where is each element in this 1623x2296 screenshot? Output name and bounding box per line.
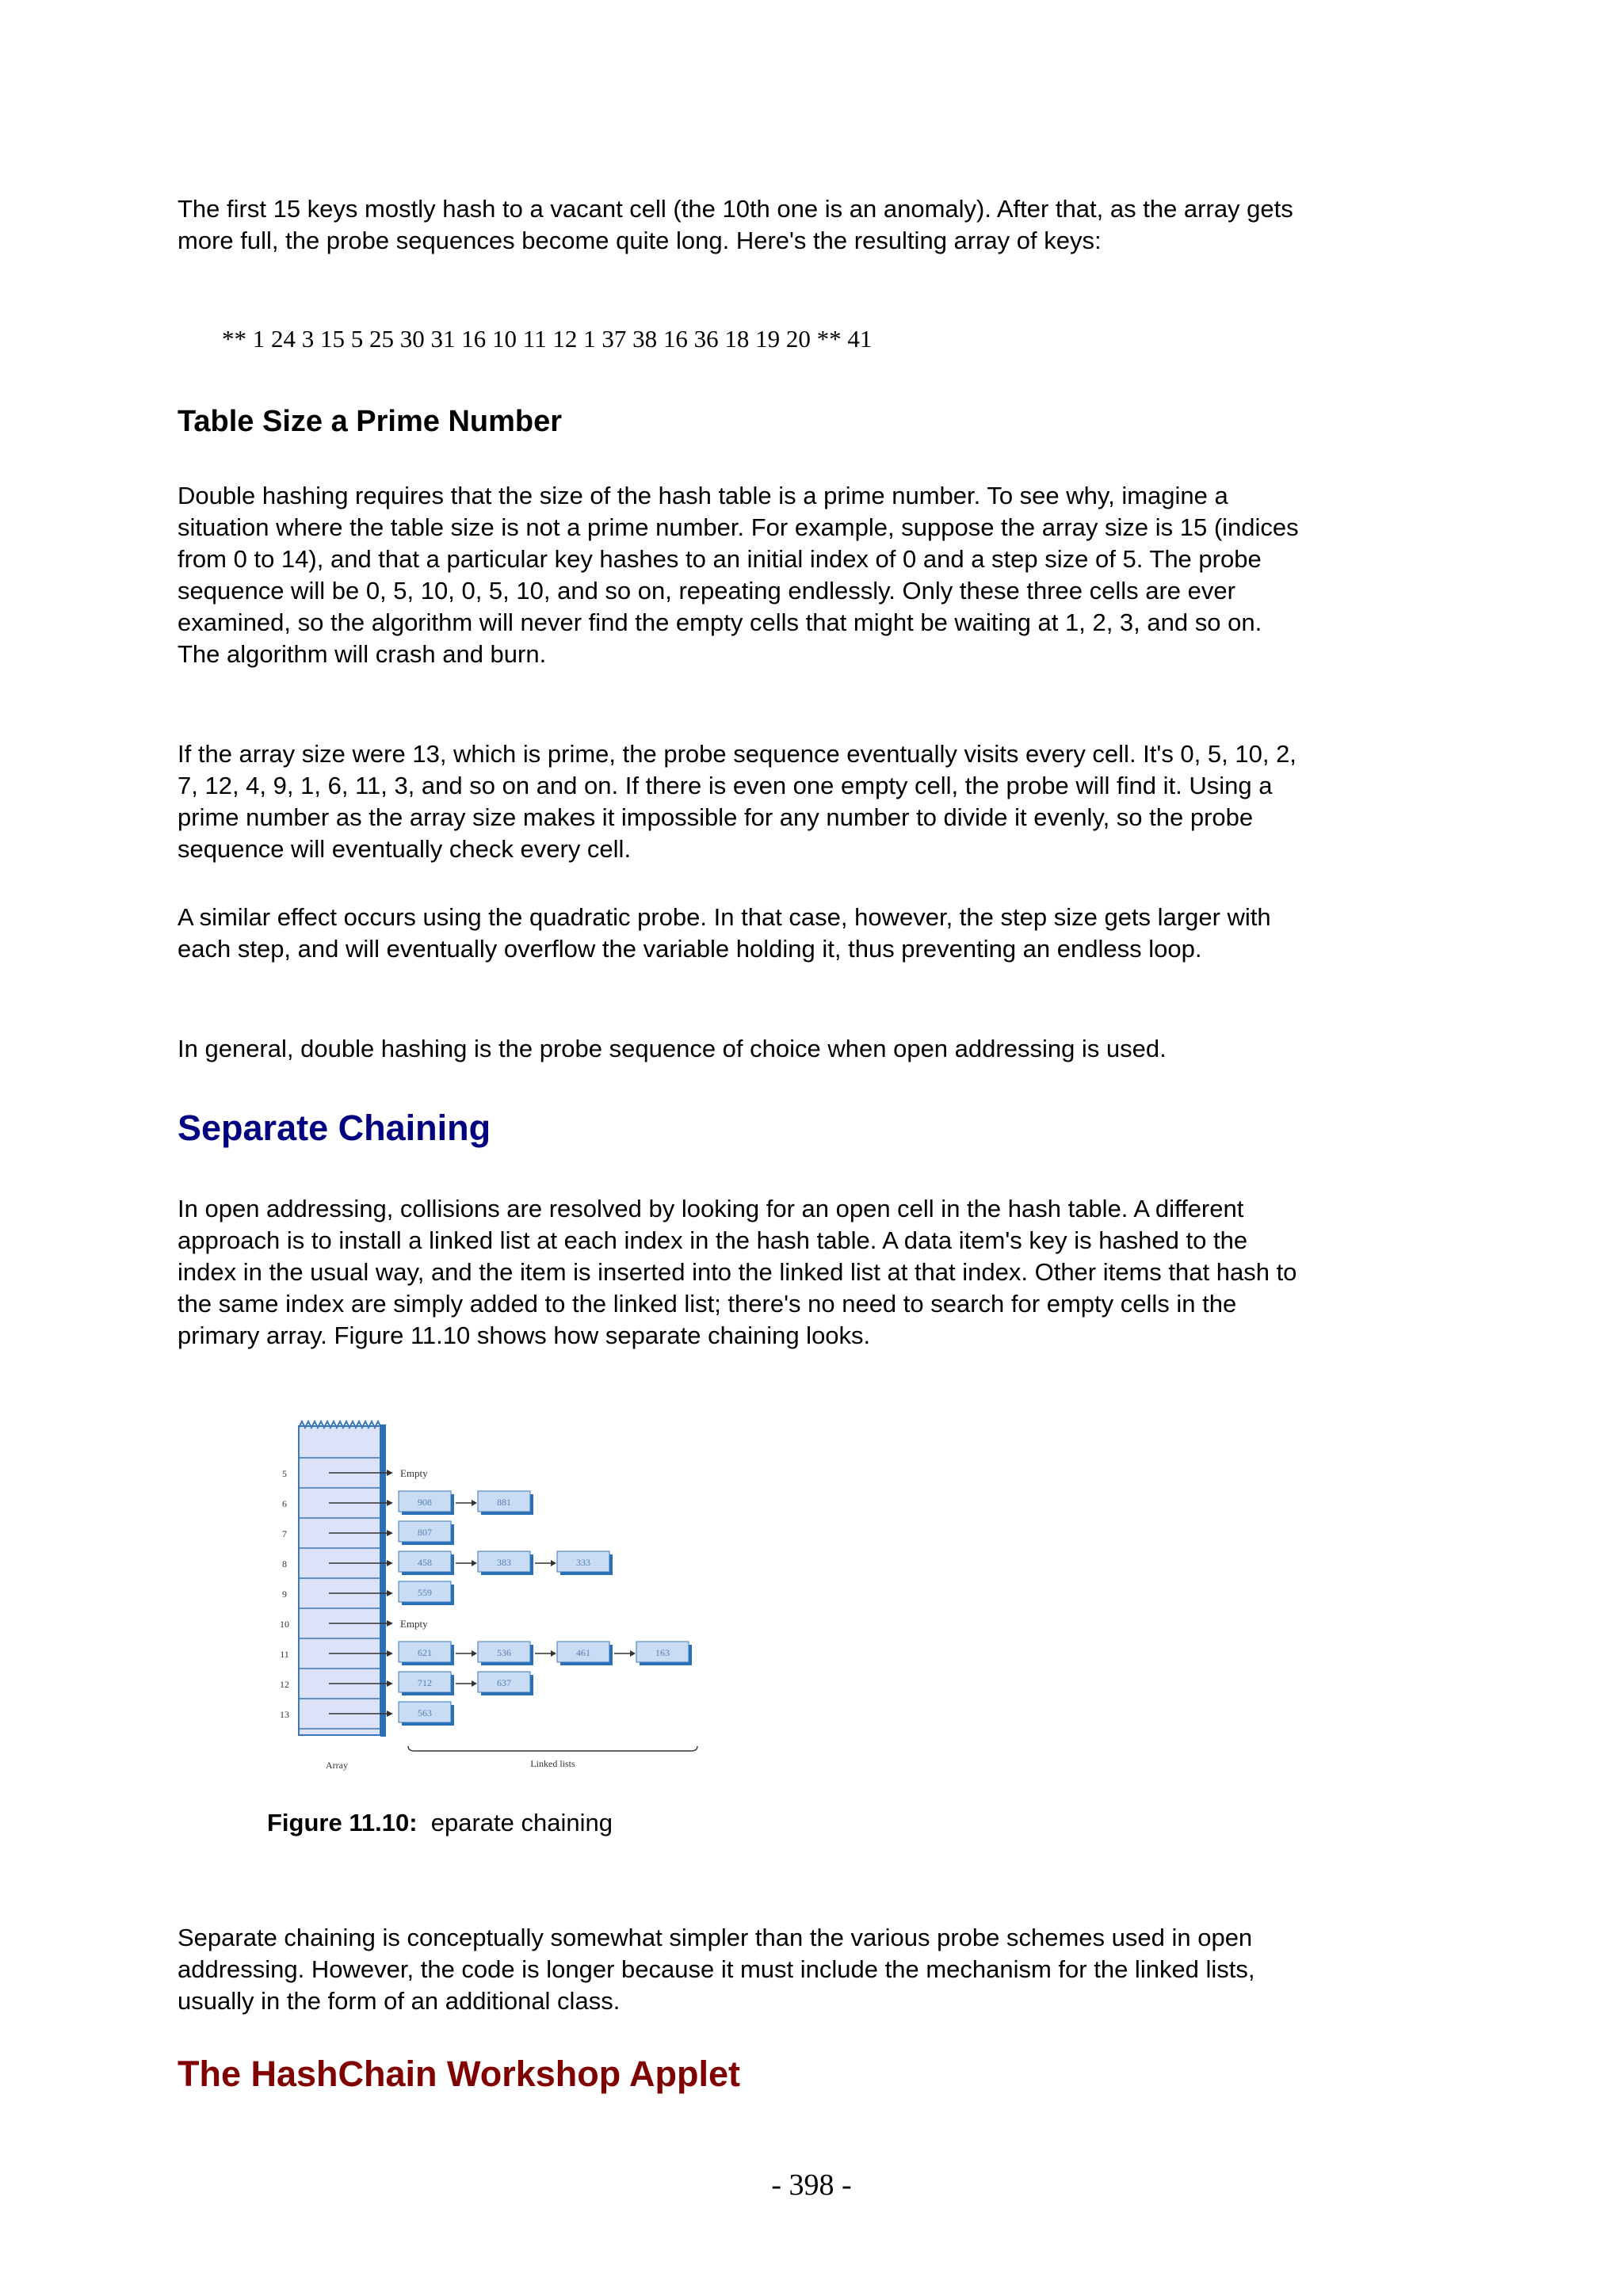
separate-chaining-diagram <box>273 1410 705 1771</box>
pointer-arrowhead <box>387 1650 393 1657</box>
node-link-arrowhead <box>551 1650 556 1657</box>
figure-separate-chaining <box>273 1410 705 1771</box>
pointer-arrowhead <box>387 1680 393 1687</box>
list-node-value: 163 <box>655 1647 670 1658</box>
intro-paragraph: The first 15 keys mostly hash to a vacant cell (the 10th one is an anomaly). After that, as the array gets more full, the probe sequences become quite long. Here's the resulting array of keys: <box>178 195 1293 254</box>
heading-hashchain-applet: The HashChain Workshop Applet <box>178 2054 741 2094</box>
list-node-value: 333 <box>576 1557 590 1568</box>
list-node-value: 712 <box>418 1677 432 1688</box>
key-array-listing: ** 1 24 3 15 5 25 30 31 16 10 11 12 1 37 38 16 36 18 19 20 ** 41 <box>222 325 873 353</box>
list-node-value: 383 <box>497 1557 511 1568</box>
empty-label: Empty <box>400 1618 428 1630</box>
list-node-value: 559 <box>418 1587 432 1598</box>
node-link-arrowhead <box>472 1560 477 1566</box>
pointer-arrowhead <box>387 1560 393 1566</box>
page-number: - 398 - <box>771 2168 852 2202</box>
paragraph-chaining: In open addressing, collisions are resolved by looking for an open cell in the hash table. A different approach is to install a linked list at each index in the hash table. A data item's key is hashed to the index in the usual way, and the item is inserted into the linked list at that index. Other items that hash to the same index are simply added to the linked list; there's no need to search for empty cells in the primary array. Figure 11.10 shows how separate chaining looks. <box>178 1195 1297 1349</box>
array-index-label: 12 <box>280 1679 289 1690</box>
list-node-value: 536 <box>497 1647 511 1658</box>
linked-lists-brace <box>408 1746 697 1751</box>
paragraph-after-figure: Separate chaining is conceptually somewhat simpler than the various probe schemes used in open addressing. However, the code is longer because it must include the mechanism for the linked lists, usually in the form of an additional class. <box>178 1924 1255 2015</box>
pointer-arrowhead <box>387 1470 393 1476</box>
array-index-label: 11 <box>280 1649 289 1660</box>
node-link-arrowhead <box>472 1680 477 1687</box>
array-index-label: 10 <box>280 1619 289 1630</box>
figure-caption-label: Figure 11.10: <box>267 1809 418 1836</box>
pointer-arrowhead <box>387 1620 393 1627</box>
paragraph-prime-4: In general, double hashing is the probe sequence of choice when open addressing is used. <box>178 1035 1167 1062</box>
array-index-label: 13 <box>280 1709 289 1720</box>
empty-label: Empty <box>400 1467 428 1479</box>
paragraph-prime-3: A similar effect occurs using the quadratic probe. In that case, however, the step size gets larger with each step, and will eventually overflow the variable holding it, thus preventing an endless loop. <box>178 903 1271 963</box>
paragraph-prime-1: Double hashing requires that the size of the hash table is a prime number. To see why, imagine a situation where the table size is not a prime number. For example, suppose the array size is 15 (indices from 0 to 14), and that a particular key hashes to an initial index of 0 and a step size of 5. The probe sequence will be 0, 5, 10, 0, 5, 10, and so on, repeating endlessly. Only these three cells are ever examined, so the algorithm will never find the empty cells that might be waiting at 1, 2, 3, and so on. The algorithm will crash and burn. <box>178 482 1299 668</box>
array-index-label: 6 <box>282 1498 287 1509</box>
array-index-label: 9 <box>282 1589 287 1600</box>
list-node-value: 881 <box>497 1497 511 1508</box>
list-node-value: 637 <box>497 1677 511 1688</box>
node-link-arrowhead <box>472 1500 477 1506</box>
paragraph-prime-2: If the array size were 13, which is prime, the probe sequence eventually visits every cell. It's 0, 5, 10, 2, 7, 12, 4, 9, 1, 6, 11, 3, and so on and on. If there is even one empty cell, the probe will find it. Using a prime number as the array size makes it impossible for any number to divide it evenly, so the probe sequence will eventually check every cell. <box>178 740 1296 863</box>
list-node-value: 461 <box>576 1647 590 1658</box>
list-node-value: 807 <box>418 1527 432 1538</box>
list-node-value: 458 <box>418 1557 432 1568</box>
array-label: Array <box>326 1760 348 1771</box>
pointer-arrowhead <box>387 1500 393 1506</box>
heading-separate-chaining: Separate Chaining <box>178 1108 491 1148</box>
figure-caption-text: eparate chaining <box>430 1809 613 1836</box>
pointer-arrowhead <box>387 1590 393 1596</box>
array-index-label: 5 <box>282 1468 287 1479</box>
pointer-arrowhead <box>387 1530 393 1536</box>
list-node-value: 563 <box>418 1707 432 1718</box>
node-link-arrowhead <box>630 1650 636 1657</box>
list-node-value: 908 <box>418 1497 432 1508</box>
array-index-label: 7 <box>282 1528 287 1539</box>
pointer-arrowhead <box>387 1711 393 1717</box>
node-link-arrowhead <box>551 1560 556 1566</box>
linked-lists-label: Linked lists <box>530 1758 575 1769</box>
array-index-label: 8 <box>282 1558 287 1569</box>
node-link-arrowhead <box>472 1650 477 1657</box>
array-shadow <box>380 1425 386 1737</box>
figure-caption <box>267 1807 613 1839</box>
heading-table-size-prime: Table Size a Prime Number <box>178 405 563 438</box>
list-node-value: 621 <box>418 1647 432 1658</box>
